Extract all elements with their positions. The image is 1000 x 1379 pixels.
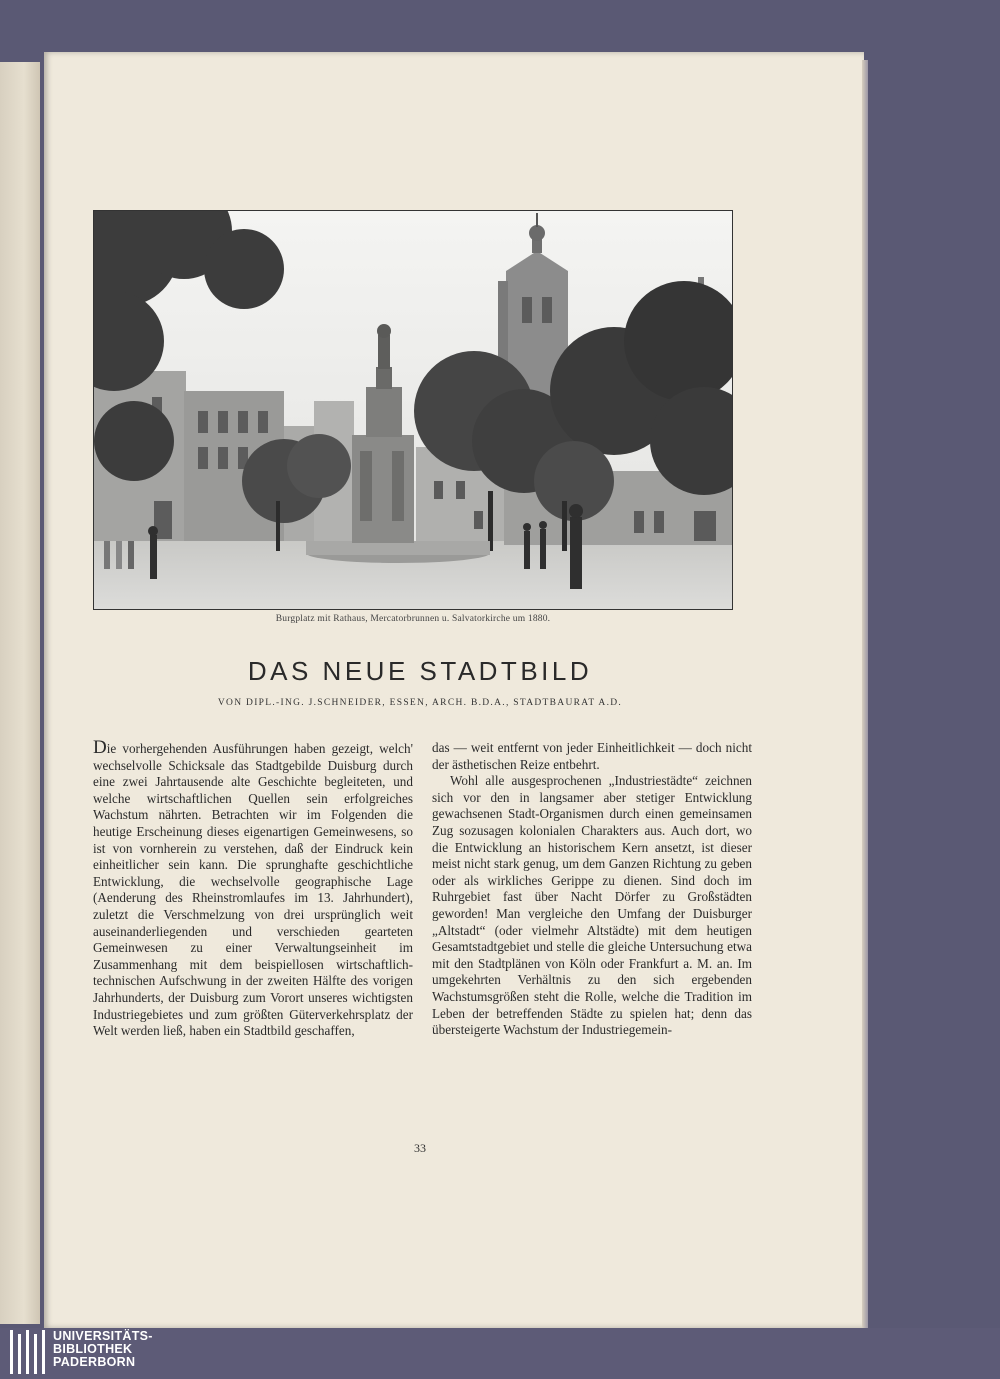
logo-line-2: BIBLIOTHEK [53, 1342, 133, 1356]
article-byline: VON DIPL.-ING. J.SCHNEIDER, ESSEN, ARCH. B.D.A., STADTBAURAT A.D. [217, 698, 623, 708]
paragraph-intro [93, 737, 413, 1040]
photo-burgplatz-illustration [94, 211, 732, 609]
paragraph-industrial-cities: Wohl alle ausgesprochenen „Industriestädte“ zeichnen sich vor den in langsamer aber stetiger Entwicklung gewachsenen Stadt-Organismen durch einen gemeinsamen Zug sozusagen kolonialen Charakters aus. Auch dort, wo die Entwicklung an historischem Kern ansetzt, ist dieser meist nicht stark genug, um dem Ganzen Richtung zu geben oder als wirkliches Gerippe zu dienen. Sind doch im Ruhrgebiet fast über Nacht Dörfer zu Großstädten geworden! Man vergleiche den Umfang der Duisburger „Altstadt“ (oder vielmehr Altstädte) mit dem heutigen Gesamtstadtgebiet und stelle die gleiche Untersuchung etwa mit den Stadtplänen von Köln oder Frankfurt a. M. an. Im umgekehrten Verhältnis zu den sich ergebenden Wachstumsgrößen steht die Rolle, welche die Tradition im Leben der betreffenden Städte zu spielen hat; denn das übersteigerte Wachstum der Industriegemein- [432, 773, 752, 1038]
page-edge-shadow [862, 60, 868, 1328]
photo-caption: Burgplatz mit Rathaus, Mercatorbrunnen u. Salvatorkirche um 1880. [275, 614, 551, 624]
drop-cap: D [93, 737, 107, 758]
paragraph-text: ie vorhergehenden Ausführungen haben gezeigt, welch' wechselvolle Schicksale das Stadtgebilde Duisburg durch eine zwei Jahrtausende alte Geschichte begleiteten, und welche wirtschaftlichen Quellen sein erfolgreiches Wachstum nährten. Betrachten wir im Folgenden die heutige Erscheinung dieses eigenartigen Gemeinwesens, so ist von vornherein zu verstehen, daß der Eindruck kein einheitlicher sein kann. Die sprunghafte geschichtliche Entwicklung, die wechselvolle geographische Lage (Aenderung des Rheinstromlaufes im 13. Jahrhundert), zuletzt die Verschmelzung von drei ursprünglich weit auseinanderliegenden und verschieden gearteten Gemeinwesen zu einer Verwaltungseinheit im Zusammenhang mit dem beispiellosen wirtschaftlich-technischen Aufschwung in der zweiten Hälfte des vorigen Jahrhunderts, der Duisburg zum Vorort unseres wichtigsten Industriegebietes und zum größten Güterverkehrsplatz der Welt werden ließ, haben ein Stadtbild geschaffen, [93, 741, 413, 1039]
article-title: DAS NEUE STADTBILD [247, 656, 593, 686]
paragraph-continuation: das — weit entfernt von jeder Einheitlichkeit — doch nicht der ästhetischen Reize entbehrt. [432, 740, 752, 772]
text-column-right [432, 740, 752, 1039]
library-logo-icon [10, 1330, 46, 1379]
page-number: 33 [414, 1141, 426, 1155]
library-logo-text [53, 1330, 153, 1369]
logo-line-3: PADERBORN [53, 1355, 136, 1369]
historic-photograph [93, 210, 733, 610]
text-column-left [93, 737, 413, 1040]
logo-line-1: UNIVERSITÄTS- [53, 1329, 153, 1343]
facing-page-edge [0, 62, 40, 1324]
